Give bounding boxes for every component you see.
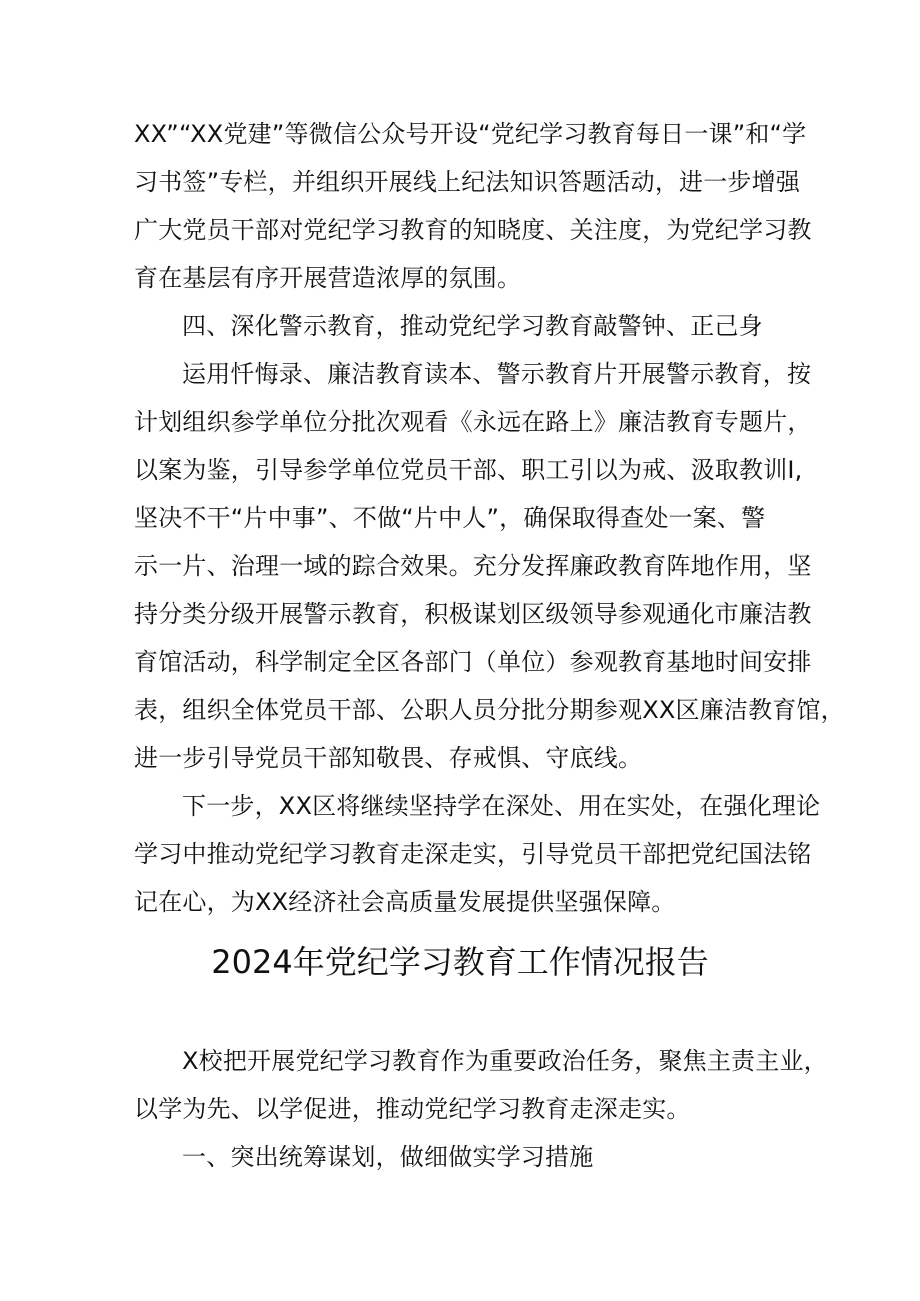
report-title: 2024年党纪学习教育工作情况报告 [211, 943, 709, 981]
paragraph-line: X校把开展党纪学习教育作为重要政治任务，聚焦主责主业， [182, 1047, 828, 1075]
paragraph-line: 广大党员干部对党纪学习教育的知晓度、关注度，为党纪学习教 [134, 216, 812, 244]
paragraph-line: 育在基层有序开展营造浓厚的氛围。 [134, 264, 522, 292]
paragraph-line: 育馆活动，科学制定全区各部门（单位）参观教育基地时间安排 [134, 648, 812, 676]
paragraph-line: 记在心，为XX经济社会高质量发展提供坚强保障。 [134, 888, 676, 916]
paragraph-line: 以案为鉴，引导参学单位党员干部、职工引以为戒、汲取教训I, [134, 456, 803, 484]
paragraph-line: 示一片、治理一域的踪合效果。充分发挥廉政教育阵地作用，坚 [134, 552, 812, 580]
paragraph-line: 持分类分级开展警示教育，积极谋划区级领导参观通化市廉洁教 [134, 600, 812, 628]
paragraph-line: 习书签”专栏，并组织开展线上纪法知识答题活动，进一步增强 [134, 168, 801, 196]
paragraph-line: 下一步，XX区将继续坚持学在深处、用在实处，在强化理论 [182, 792, 821, 820]
section-heading-1: 一、突出统筹谋划，做细做实学习措施 [182, 1143, 594, 1171]
paragraph-line: 进一步引导党员干部知敬畏、存戒惧、守底线。 [134, 744, 643, 772]
paragraph-line: 坚决不干“片中事”、不做“片中人”，确保取得查处一案、警 [134, 504, 766, 532]
paragraph-line: 学习中推动党纪学习教育走深走实，引导党员干部把党纪国法铭 [134, 840, 812, 868]
paragraph-line: XX”“XX党建”等微信公众号开设“党纪学习教育每日一课”和“学 [134, 120, 807, 148]
paragraph-line: 运用忏悔录、廉洁教育读本、警示教育片开展警示教育，按 [182, 360, 812, 388]
section-heading-4: 四、深化警示教育，推动党纪学习教育敲警钟、正己身 [182, 312, 763, 340]
paragraph-line: 计划组织参学单位分批次观看《永远在路上》廉洁教育专题片， [134, 408, 812, 436]
paragraph-line: 以学为先、以学促进，推动党纪学习教育走深走实。 [134, 1095, 691, 1123]
paragraph-line: 表，组织全体党员干部、公职人员分批分期参观XX区廉洁教育馆， [134, 696, 845, 724]
